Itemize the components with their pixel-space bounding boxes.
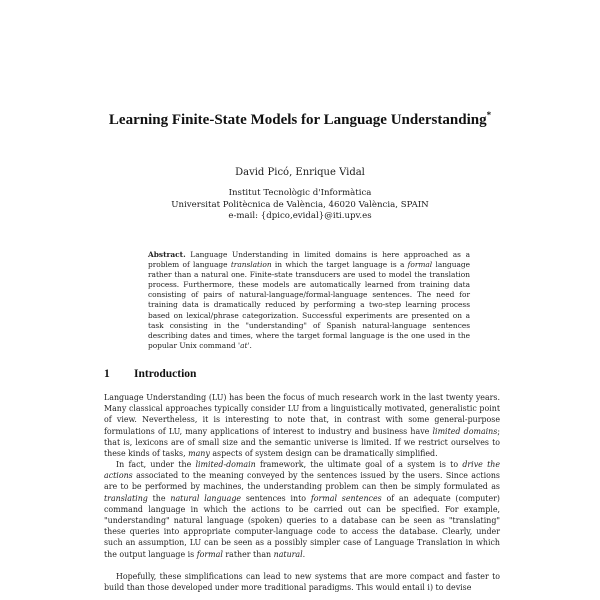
paper-authors: David Picó, Enrique Vidal <box>235 167 365 178</box>
abstract: Abstract. Language Understanding in limited domains is here approached as a problem of language translation in which the target language is a formal language rather than a natural one. Finite-state transducers are used to model the translation process. Furthermore, these models are automatically learned from training data consisting of pairs of natural-language/formal-language sentences. The need for training data is dramatically reduced by performing a two-step learning process based on lexical/phrase categorization. Successful experiments are presented on a task consisting in the "understanding" of Spanish natural-language sentences describing dates and times, where the target formal language is the one used in the popular Unix command 'at'. <box>148 250 470 350</box>
paragraph: Hopefully, these simplifications can lead to new systems that are more compact and faster to build than those developed under more traditional paradigms. This would entail i) to devise <box>104 572 500 593</box>
section-number: 1 <box>104 368 110 380</box>
paragraph: In fact, under the limited-domain framework, the ultimate goal of a system is to drive the actions associated to the meaning conveyed by the sentences issued by the users. Since actions are to be performed by machines, the understanding problem can then be simply formulated as translating the natural language sentences into formal sentences of an adequate (computer) command language in which the actions to be carried out can be specified. For example, "understanding" natural language (spoken) queries to a database can be seen as "translating" these queries into appropriate computer-language code to access the database. Clearly, under such an assumption, LU can be seen as a possibly simpler case of Language Translation in which the output language is formal rather than natural. <box>104 460 500 559</box>
paragraph: Language Understanding (LU) has been the focus of much research work in the last twenty years. Many classical approaches typically consider LU from a linguistically motivated, generalistic point of view. Nevertheless, it is interesting to note that, in contrast with some general-purpose formulations of LU, many applications of interest to industry and business have limited domains; that is, lexicons are of small size and the semantic universe is limited. If we restrict ourselves to these kinds of tasks, many aspects of system design can be dramatically simplified. <box>104 393 500 459</box>
affiliation-email: e-mail: {dpico,evidal}@iti.upv.es <box>228 211 372 221</box>
affiliation-university: Universitat Politècnica de València, 46020 València, SPAIN <box>171 199 429 210</box>
section-heading <box>104 368 196 380</box>
section-title: Introduction <box>134 368 197 380</box>
affiliation-institute: Institut Tecnològic d'Informàtica <box>228 188 372 198</box>
title-footnote-mark: * <box>486 110 492 120</box>
paper-title: Learning Finite-State Models for Language Understanding* <box>108 110 492 128</box>
abstract-label: Abstract. <box>148 250 186 259</box>
paper-affiliation <box>0 188 600 223</box>
